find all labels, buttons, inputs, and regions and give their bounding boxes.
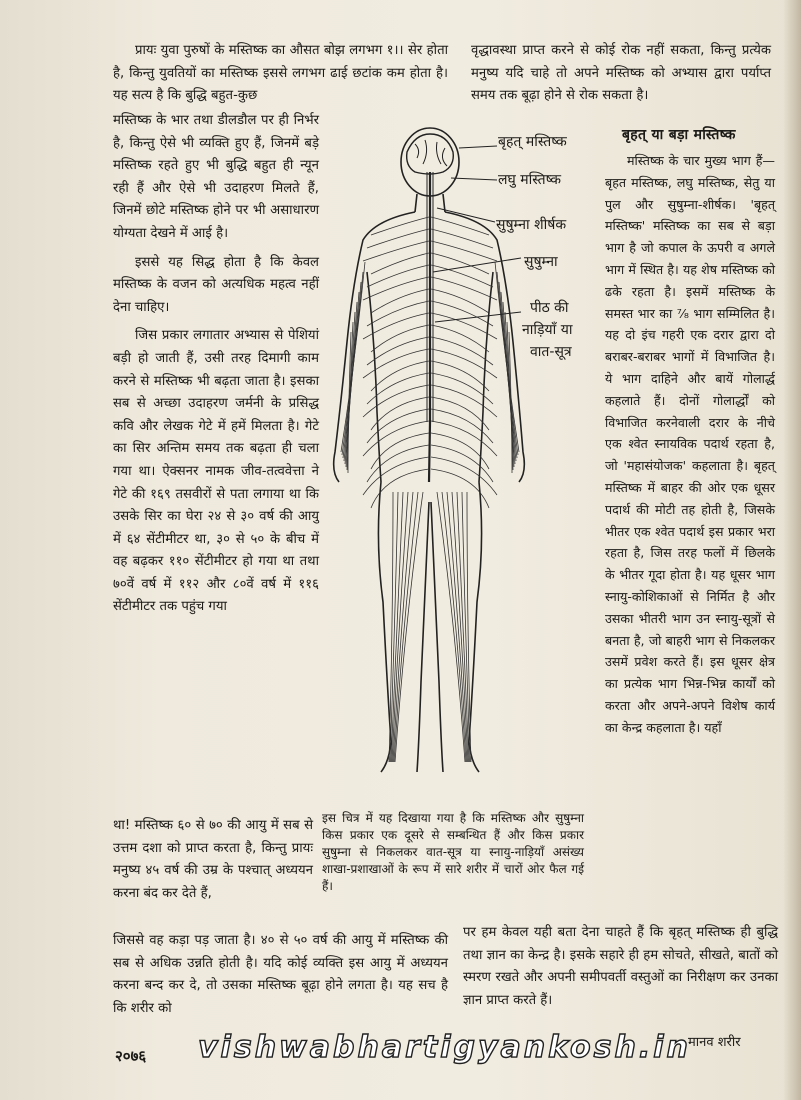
left-column-bottom-text bbox=[113, 815, 313, 911]
watermark: vishwabhartigyankosh.in bbox=[198, 1030, 691, 1065]
left-column-top-text bbox=[113, 40, 448, 114]
paragraph: जिससे वह कड़ा पड़ जाता है। ४० से ५० वर्ष की आयु में मस्तिष्क की सब से अधिक उन्नति होती है। यदि कोई व्यक्ति इस आयु में अध्ययन करना बन्द कर दे, तो उसका मस्तिष्क बूढ़ा होने लगता है। यह सच है कि शरीर को bbox=[113, 933, 448, 1016]
label-spinal-nerves-2: नाड़ियाँ या bbox=[522, 322, 573, 338]
paragraph: था! मस्तिष्क ६० से ७० की आयु में सब से उत्तम दशा को प्राप्त करता है, किन्तु प्रायः मनुष्य ४५ वर्ष की उम्र के पश्चात् अध्ययन करना बंद कर देते हैं, bbox=[113, 818, 313, 901]
label-cerebrum: बृहत् मस्तिष्क bbox=[498, 134, 567, 150]
label-spinal-nerves-1: पीठ की bbox=[530, 300, 569, 316]
paragraph: मस्तिष्क के भार तथा डीलडौल पर ही निर्भर है, किन्तु ऐसे भी व्यक्ति हुए हैं, जिनमें बड़े मस्तिष्क रहते हुए भी बुद्धि बहुत ही न्यून रही हैं और ऐसे भी उदाहरण मिलते हैं, जिनमें छोटे मस्तिष्क होने पर भी असाधारण योग्यता देखने में आई है। bbox=[113, 113, 319, 241]
paragraph: प्रायः युवा पुरुषों के मस्तिष्क का औसत बोझ लगभग १।। सेर होता है, किन्तु युवतियों का मस्तिष्क इससे लगभग ढाई छटांक कम होता है। यह सत्य है कि बुद्धि बहुत-कुछ bbox=[113, 43, 448, 104]
page-edge-shadow bbox=[783, 0, 801, 1100]
label-medulla: सुषुम्ना शीर्षक bbox=[496, 217, 567, 233]
figure-caption: इस चित्र में यह दिखाया गया है कि मस्तिष्क और सुषुम्ना किस प्रकार एक दूसरे से सम्बन्धित हैं और किस प्रकार सुषुम्ना से निकलकर वात-सूत्र या स्नायु-नाड़ियाँ असंख्य शाखा-प्रशाखाओं के रूप में सारे शरीर में चारों ओर फैल गई हैं। bbox=[322, 811, 584, 893]
left-column-text bbox=[113, 110, 319, 625]
paragraph: इससे यह सिद्ध होता है कि केवल मस्तिष्क के वजन को अत्यधिक महत्व नहीं देना चाहिए। bbox=[113, 254, 319, 315]
right-column-text bbox=[605, 150, 775, 745]
paragraph: वृद्धावस्था प्राप्त करने से कोई रोक नहीं सकता, किन्तु प्रत्येक मनुष्य यदि चाहे तो अपने मस्तिष्क को अभ्यास द्वारा पर्याप्त समय तक बूढ़ा होने से रोक सकता है। bbox=[471, 43, 771, 104]
paragraph: मस्तिष्क के चार मुख्य भाग हैं—बृहत मस्तिष्क, लघु मस्तिष्क, सेतु या पुल और सुषुम्ना-शीर्षक। 'बृहत् मस्तिष्क' मस्तिष्क का सब से बड़ा भाग है जो कपाल के ऊपरी व अगले भाग में स्थित है। यह शेष मस्तिष्क को ढके रहता है। इसमें मस्तिष्क के समस्त भार का ⁷⁄₈ भाग सम्मिलित है। यह दो इंच गहरी एक दरार द्वारा दो बराबर-बराबर भागों में विभाजित है। ये भाग दाहिने और बायें गोलार्द्ध कहलाते हैं। दोनों गोलार्द्धों को विभाजित करनेवाली दरार के नीचे एक श्वेत स्नायविक पदार्थ रहता है, जो 'महासंयोजक' कहलाता है। बृहत् मस्तिष्क में बाहर की ओर एक धूसर पदार्थ की मोटी तह होती है, जिसके भीतर एक श्वेत पदार्थ इस प्रकार भरा रहता है, जिस तरह फलों में छिलके के भीतर गूदा होता है। यह धूसर भाग स्नायु-कोशिकाओं से निर्मित है और उसका भीतरी भाग उन स्नायु-सूत्रों से बनता है, जो बाहरी भाग से निकलकर उसमें प्रवेश करते हैं। इस धूसर क्षेत्र का प्रत्येक भाग भिन्न-भिन्न कार्यों को करता और अपने-अपने विशेष कार्य का केन्द्र कहलाता है। यहाँ bbox=[605, 153, 775, 735]
label-cerebellum: लघु मस्तिष्क bbox=[498, 172, 562, 188]
right-bottom-text bbox=[463, 922, 778, 1018]
paragraph: पर हम केवल यही बता देना चाहते हैं कि बृहत् मस्तिष्क ही बुद्धि तथा ज्ञान का केन्द्र है। इसके सहारे ही हम सोचते, सीखते, बातों को स्मरण रखते और अपनी समीपवर्ती वस्तुओं का निरीक्षण कर उनका ज्ञान प्राप्त करते हैं। bbox=[463, 925, 778, 1008]
running-footer: मानव शरीर bbox=[688, 1035, 741, 1050]
paragraph: जिस प्रकार लगातार अभ्यास से पेशियां बड़ी हो जाती हैं, उसी तरह दिमागी काम करने से मस्तिष्क भी बढ़ता जाता है। इसका सब से अच्छा उदाहरण जर्मनी के प्रसिद्ध कवि और लेखक गेटे में हमें मिलता है। गेटे का सिर अन्तिम समय तक बढ़ता ही चला गया था। ऐक्सनर नामक जीव-तत्ववेत्ता ने गेटे की १६९ तसवीरों से पता लगाया था कि उसके सिर का घेरा २४ से ३० वर्ष की आयु में ६४ सेंटीमीटर था, ३० से ५० के बीच में वह बढ़कर ११० सेंटीमीटर हो गया था तथा ७०वें वर्ष में ११२ और ८०वें वर्ष में ११६ सेंटीमीटर तक पहुंच गया bbox=[113, 328, 319, 615]
nervous-system-illustration bbox=[325, 122, 625, 797]
label-spinal-cord: सुषुम्ना bbox=[524, 254, 558, 270]
bottom-wide-text bbox=[113, 930, 448, 1026]
top-right-text bbox=[471, 40, 771, 114]
section-heading: बृहत् या बड़ा मस्तिष्क bbox=[622, 127, 736, 143]
page-number: २०७६ bbox=[115, 1047, 147, 1065]
label-spinal-nerves-3: वात-सूत्र bbox=[530, 344, 572, 360]
